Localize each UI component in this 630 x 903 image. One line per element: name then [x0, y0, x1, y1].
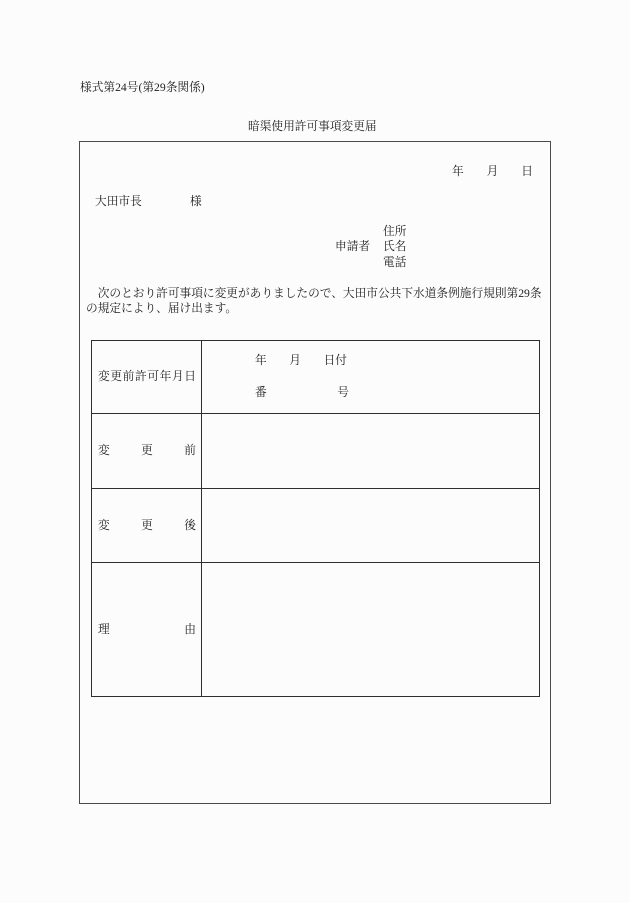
submission-date-line-part: 月	[486, 165, 499, 178]
prev-permit-date-line-part: 年	[255, 354, 267, 367]
prev-permit-date-label-part: 可	[147, 370, 160, 383]
applicant-label: 申請者	[335, 240, 371, 253]
table-row	[92, 341, 540, 414]
before-change-label-part: 変	[98, 444, 110, 457]
submission-date-line-part: 日	[521, 165, 533, 178]
prev-permit-date-cell	[202, 341, 540, 414]
recipient-honorific: 様	[190, 195, 202, 208]
change-details-table	[91, 340, 540, 697]
prev-permit-date-label-part: 年	[159, 370, 172, 383]
address-label: 住所	[383, 225, 407, 238]
form-number: 様式第24号(第29条関係)	[80, 81, 205, 94]
before-change-label	[98, 445, 196, 457]
statement-line: の規定により、届け出ます。	[86, 302, 238, 315]
name-label: 氏名	[383, 240, 407, 253]
prev-permit-date-label-part: 前	[122, 370, 135, 383]
prev-permit-number-line-part: 号	[337, 386, 349, 399]
prev-permit-date-line	[255, 355, 347, 367]
after-change-label-part: 後	[184, 518, 196, 532]
table-row	[92, 489, 540, 563]
prev-permit-date-label-part: 日	[184, 370, 196, 383]
prev-permit-date-line-part: 日付	[323, 354, 347, 367]
submission-date-line-part: 年	[452, 165, 464, 178]
before-change-label-part: 前	[184, 444, 196, 457]
table-row	[92, 563, 540, 697]
prev-permit-date-label	[98, 371, 196, 383]
label-cell	[92, 414, 202, 489]
reason-label-part: 理	[98, 622, 110, 636]
phone-label: 電話	[383, 256, 407, 269]
label-cell	[92, 489, 202, 563]
prev-permit-date-label-part: 更	[110, 370, 123, 383]
prev-permit-number-line	[255, 387, 349, 399]
after-change-label-part: 変	[98, 518, 110, 532]
after-change-label-part: 更	[141, 518, 153, 532]
form-title: 暗渠使用許可事項変更届	[248, 120, 377, 133]
before-change-cell	[202, 414, 540, 489]
reason-label-part: 由	[184, 622, 196, 636]
label-cell	[92, 341, 202, 414]
statement-line: 次のとおり許可事項に変更がありましたので、大田市公共下水道条例施行規則第29条	[97, 287, 542, 300]
label-cell	[92, 563, 202, 697]
recipient: 大田市長	[95, 195, 142, 208]
after-change-cell	[202, 489, 540, 563]
prev-permit-date-label-part: 月	[171, 370, 184, 383]
form-frame	[79, 141, 551, 804]
before-change-label-part: 更	[141, 444, 153, 457]
reason-label	[98, 624, 196, 636]
prev-permit-date-label-part: 変	[98, 370, 110, 383]
table-row	[92, 414, 540, 489]
prev-permit-number-line-part: 番	[255, 386, 267, 399]
reason-cell	[202, 563, 540, 697]
prev-permit-date-label-part: 許	[134, 370, 147, 383]
after-change-label	[98, 520, 196, 532]
prev-permit-date-line-part: 月	[289, 354, 301, 367]
submission-date-line	[452, 166, 533, 178]
